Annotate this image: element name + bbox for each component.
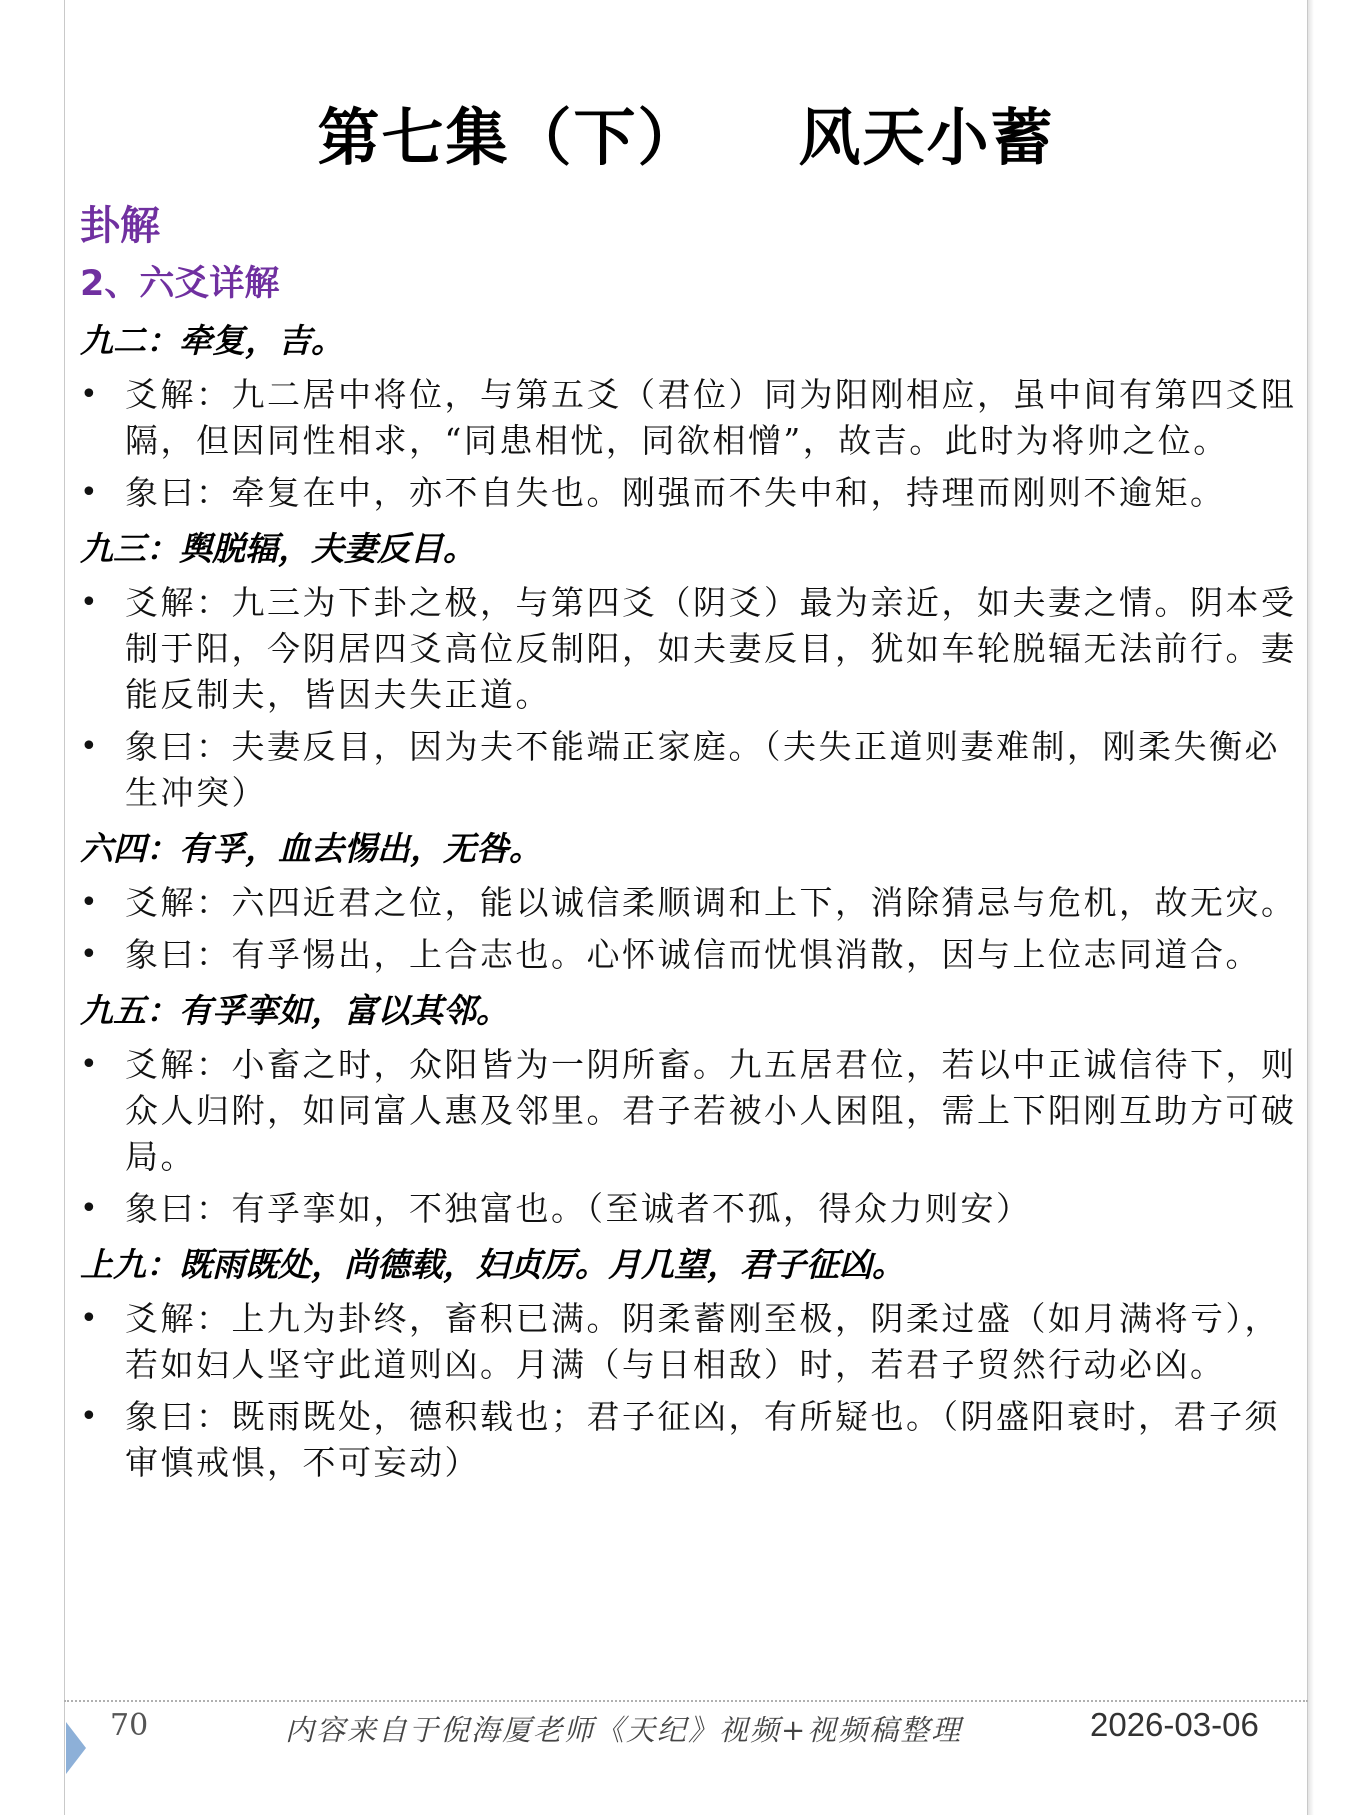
note-text: 象曰：有孚挛如，不独富也。（至诚者不孤，得众力则安） bbox=[125, 1189, 1032, 1228]
bullet-icon: • bbox=[80, 885, 101, 920]
note-item bbox=[80, 1186, 1300, 1232]
note-item bbox=[80, 1394, 1300, 1486]
yao-notes bbox=[80, 1296, 1300, 1486]
bullet-icon: • bbox=[80, 475, 101, 510]
yao-block-2 bbox=[80, 522, 1300, 816]
yao-notes bbox=[80, 880, 1300, 978]
yao-block-1 bbox=[80, 314, 1300, 516]
note-text: 象曰：有孚惕出，上合志也。心怀诚信而忧惧消散，因与上位志同道合。 bbox=[125, 935, 1261, 974]
bullet-icon: • bbox=[80, 585, 101, 620]
page-title: 第七集（下） 风天小蓄 bbox=[317, 101, 1055, 174]
note-text: 爻解：九二居中将位，与第五爻（君位）同为阳刚相应，虽中间有第四爻阻隔，但因同性相求，“同患相忧，同欲相憎”，故吉。此时为将帅之位。 bbox=[125, 375, 1297, 460]
triangle-right-icon[interactable] bbox=[66, 1722, 86, 1774]
note-item bbox=[80, 470, 1300, 516]
yao-heading: 上九：既雨既处，尚德载，妇贞厉。月几望，君子征凶。 bbox=[80, 1245, 905, 1284]
note-text: 象曰：牵复在中，亦不自失也。刚强而不失中和，持理而刚则不逾矩。 bbox=[125, 473, 1226, 512]
yao-block-3 bbox=[80, 822, 1300, 978]
footer-divider bbox=[64, 1700, 1308, 1702]
note-item bbox=[80, 880, 1300, 926]
yao-notes bbox=[80, 1042, 1300, 1232]
note-text: 象曰：夫妻反目，因为夫不能端正家庭。（夫失正道则妻难制，刚柔失衡必生冲突） bbox=[125, 727, 1280, 812]
note-item bbox=[80, 932, 1300, 978]
note-item bbox=[80, 372, 1300, 464]
bullet-icon: • bbox=[80, 377, 101, 412]
yao-block-4 bbox=[80, 984, 1300, 1232]
note-text: 爻解：上九为卦终，畜积已满。阴柔蓄刚至极，阴柔过盛（如月满将亏），若如妇人坚守此道则凶。月满（与日相敌）时，若君子贸然行动必凶。 bbox=[125, 1299, 1280, 1384]
bullet-icon: • bbox=[80, 1047, 101, 1082]
note-item bbox=[80, 724, 1300, 816]
note-text: 爻解：小畜之时，众阳皆为一阴所畜。九五居君位，若以中正诚信待下，则众人归附，如同富人惠及邻里。君子若被小人困阻，需上下阳刚互助方可破局。 bbox=[125, 1045, 1297, 1176]
bullet-icon: • bbox=[80, 937, 101, 972]
bullet-icon: • bbox=[80, 729, 101, 764]
note-item bbox=[80, 1296, 1300, 1388]
yao-block-5 bbox=[80, 1238, 1300, 1486]
yao-heading: 九二：牵复，吉。 bbox=[80, 321, 344, 360]
footer-date: 2026-03-06 bbox=[1090, 1706, 1259, 1743]
yao-heading: 九五：有孚挛如，富以其邻。 bbox=[80, 991, 509, 1030]
note-text: 象曰：既雨既处，德积载也；君子征凶，有所疑也。（阴盛阳衰时，君子须审慎戒惧，不可妄动） bbox=[125, 1397, 1280, 1482]
note-item bbox=[80, 580, 1300, 718]
section-title: 卦解 bbox=[80, 203, 160, 249]
yao-notes bbox=[80, 372, 1300, 516]
source-note: 内容来自于倪海厦老师《天纪》视频+视频稿整理 bbox=[285, 1713, 963, 1747]
note-item bbox=[80, 1042, 1300, 1180]
yao-notes bbox=[80, 580, 1300, 816]
bullet-icon: • bbox=[80, 1399, 101, 1434]
bullet-icon: • bbox=[80, 1191, 101, 1226]
yao-heading: 九三：舆脱辐，夫妻反目。 bbox=[80, 529, 476, 568]
page-number: 70 bbox=[110, 1708, 149, 1743]
document-body bbox=[80, 196, 1300, 1492]
subsection-title: 2、六爻详解 bbox=[80, 264, 280, 304]
page-edge-shadow bbox=[1308, 0, 1314, 1815]
bullet-icon: • bbox=[80, 1301, 101, 1336]
yao-heading: 六四：有孚，血去惕出，无咎。 bbox=[80, 829, 542, 868]
note-text: 爻解：六四近君之位，能以诚信柔顺调和上下，消除猜忌与危机，故无灾。 bbox=[125, 883, 1297, 922]
note-text: 爻解：九三为下卦之极，与第四爻（阴爻）最为亲近，如夫妻之情。阴本受制于阳，今阴居四爻高位反制阳，如夫妻反目，犹如车轮脱辐无法前行。妻能反制夫，皆因夫失正道。 bbox=[125, 583, 1297, 714]
